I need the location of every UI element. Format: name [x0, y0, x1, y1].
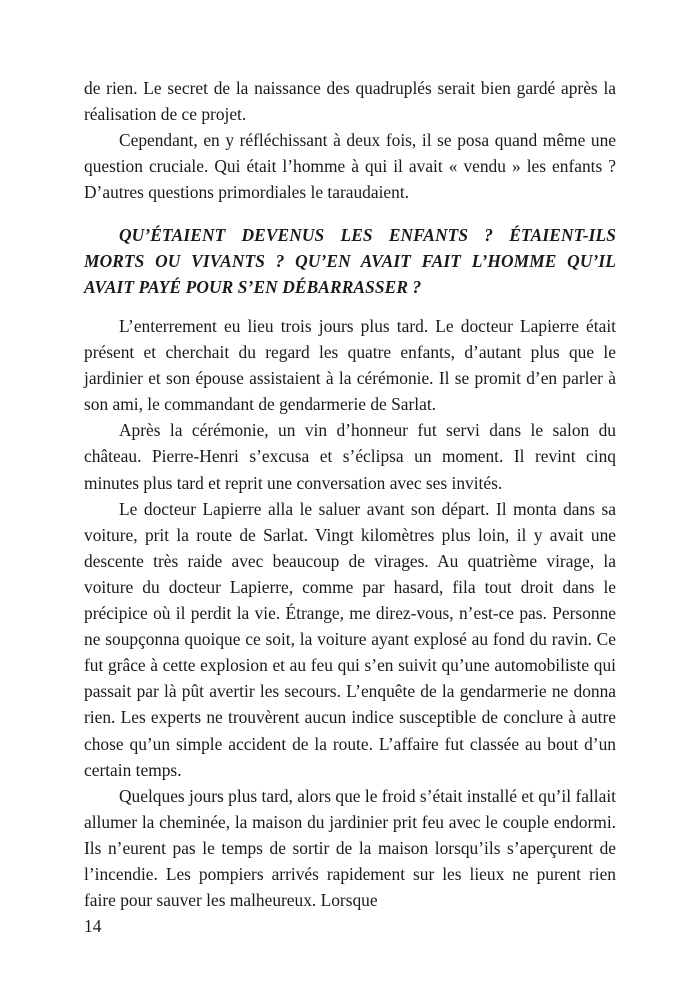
- page-number: 14: [84, 916, 102, 936]
- paragraph: Le docteur Lapierre alla le saluer avant son départ. Il monta dans sa voiture, prit la route de Sarlat. Vingt kilomètres plus loin, il y avait une descente très raide avec beaucoup de virages. Au quatrième virage, la voiture du docteur Lapierre, comme par hasard, fila tout droit dans le précipice où il perdit la vie. Étrange, me direz-vous, n’est-ce pas. Personne ne soupçonna quoique ce soit, la voiture ayant explosé au fond du ravin. Ce fut grâce à cette explosion et au feu qui s’en suivit qu’une automobiliste qui passait par là pût avertir les secours. L’enquête de la gendarmerie ne donna rien. Les experts ne trouvèrent aucun indice susceptible de conclure à autre chose qu’un simple accident de la route. L’affaire fut classée au bout d’un certain temps.: [84, 498, 616, 780]
- emphasis-block: [84, 222, 616, 300]
- paragraph: Cependant, en y réfléchissant à deux fois, il se posa quand même une question cruciale. Qui était l’homme à qui il avait « vendu » les enfants ? D’autres questions primordiales le taraudaient.: [84, 130, 616, 203]
- text-block-main: [84, 313, 616, 913]
- paragraph-continuation: de rien. Le secret de la naissance des quadruplés serait bien gardé après la réalisation de ce projet.: [84, 78, 616, 125]
- paragraph: Quelques jours plus tard, alors que le froid s’était installé et qu’il fallait allumer la cheminée, la maison du jardinier prit feu avec le couple endormi. Ils n’eurent pas le temps de sortir de la maison lorsqu’ils s’aperçurent de l’incendie. Les pompiers arrivés rapidement sur les lieux ne purent rien faire pour sauver les malheureux. Lorsque: [84, 785, 616, 911]
- text-block-top: [84, 75, 616, 205]
- paragraph: L’enterrement eu lieu trois jours plus tard. Le docteur Lapierre était présent et cherchait du regard les quatre enfants, d’autant plus que le jardinier et son épouse assistaient à la cérémonie. Il se promit d’en parler à son ami, le commandant de gendarmerie de Sarlat.: [84, 316, 616, 415]
- paragraph: Après la cérémonie, un vin d’honneur fut servi dans le salon du château. Pierre-Henri s’excusa et s’éclipsa un moment. Il revint cinq minutes plus tard et reprit une conversation avec ses invités.: [84, 420, 616, 493]
- emphasis-paragraph: QU’ÉTAIENT DEVENUS LES ENFANTS ? ÉTAIENT-ILS MORTS OU VIVANTS ? QU’EN AVAIT FAIT L’HOMME QU’IL AVAIT PAYÉ POUR S’EN DÉBARRASSER ?: [84, 225, 616, 298]
